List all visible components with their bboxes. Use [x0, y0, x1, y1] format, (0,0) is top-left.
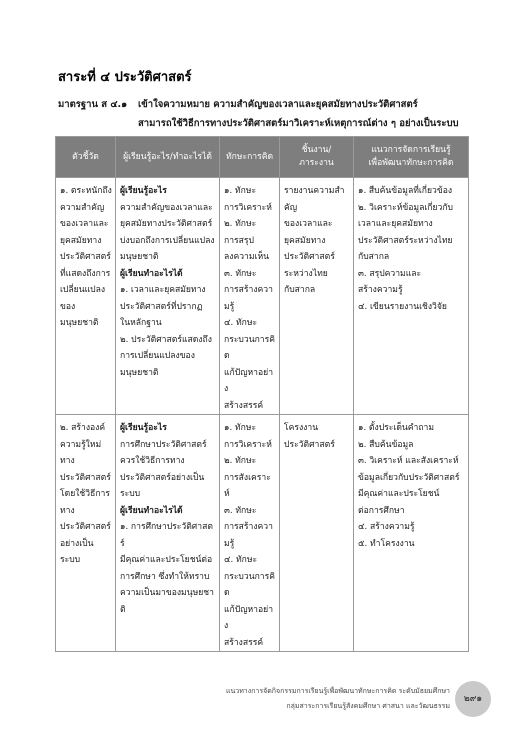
- cell-skills: ๑. ทักษะ การวิเคราะห์ ๒. ทักษะ การสังเคราะห์ ๓. ทักษะ การสร้างความรู้ ๔. ทักษะ กระบวนการคิด แก้ปัญหาอย่าง สร้างสรรค์: [220, 415, 280, 652]
- standard-line-2: สามารถใช้วิธีการทางประวัติศาสตร์มาวิเคราะห์เหตุการณ์ต่าง ๆ อย่างเป็นระบบ: [138, 118, 459, 129]
- page-footer: [200, 684, 450, 714]
- page-number: ๒๙๑: [455, 681, 491, 717]
- cell-indicator: ๒. สร้างองค์ ความรู้ใหม่ ทาง ประวัติศาสตร์ โดยใช้วิธีการ ทาง ประวัติศาสตร์ อย่างเป็น ระบบ: [56, 415, 116, 652]
- do-body: ๑. เวลาและยุคสมัยทาง ประวัติศาสตร์ที่ปรากฏ ในหลักฐาน ๒. ประวัติศาสตร์แสดงถึง การเปลี่ยนแปลงของ มนุษยชาติ: [120, 285, 212, 378]
- header-learning: ผู้เรียนรู้อะไร/ทำอะไรได้: [116, 137, 220, 178]
- learn-heading: ผู้เรียนรู้อะไร: [120, 423, 167, 433]
- table-header-row: [56, 137, 469, 178]
- cell-approach: ๑. สืบค้นข้อมูลที่เกี่ยวข้อง ๒. วิเคราะห์ข้อมูลเกี่ยวกับ เวลาและยุคสมัยทาง ประวัติศาสตร์ระหว่างไทย กับสากล ๓. สรุปความและ สร้างความรู้ ๔. เขียนรายงานเชิงวิจัย: [354, 178, 469, 415]
- header-workpiece: ชิ้นงาน/ ภาระงาน: [280, 137, 354, 178]
- table-row: [56, 415, 469, 652]
- table-row: [56, 178, 469, 415]
- learn-heading: ผู้เรียนรู้อะไร: [120, 186, 167, 196]
- do-heading: ผู้เรียนทำอะไรได้: [120, 268, 183, 279]
- footer-line-2: กลุ่มสาระการเรียนรู้สังคมศึกษา ศาสนา และวัฒนธรรม: [286, 702, 450, 710]
- do-body: ๑. การศึกษาประวัติศาสตร์ มีคุณค่าและประโยชน์ต่อ การศึกษา ซึ่งทำให้ทราบ ความเป็นมาของมนุษยชาติ: [120, 522, 214, 615]
- cell-learning: [116, 178, 220, 415]
- standard-code: มาตรฐาน ส ๔.๑: [58, 99, 128, 110]
- header-indicator: ตัวชี้วัด: [56, 137, 116, 178]
- footer-line-1: แนวทางการจัดกิจกรรมการเรียนรู้เพื่อพัฒนาทักษะการคิด ระดับมัธยมศึกษา: [225, 687, 450, 695]
- cell-workpiece: รายงานความสำคัญ ของเวลาและ ยุคสมัยทาง ประวัติศาสตร์ ระหว่างไทย กับสากล: [280, 178, 354, 415]
- cell-learning: [116, 415, 220, 652]
- cell-indicator: ๑. ตระหนักถึง ความสำคัญ ของเวลาและ ยุคสมัยทาง ประวัติศาสตร์ ที่แสดงถึงการ เปลี่ยนแปลง ของ มนุษยชาติ: [56, 178, 116, 415]
- standard-line-1: เข้าใจความหมาย ความสำคัญของเวลาและยุคสมัยทางประวัติศาสตร์: [138, 99, 418, 110]
- header-approach: แนวการจัดการเรียนรู้ เพื่อพัฒนาทักษะการคิด: [354, 137, 469, 178]
- section-heading: สาระที่ ๔ ประวัติศาสตร์: [58, 70, 192, 85]
- cell-approach: ๑. ตั้งประเด็นคำถาม ๒. สืบค้นข้อมูล ๓. วิเคราะห์ และสังเคราะห์ ข้อมูลเกี่ยวกับประวัติศาสตร์ มีคุณค่าและประโยชน์ ต่อการศึกษา ๔. สร้างความรู้ ๕. ทำโครงงาน: [354, 415, 469, 652]
- standard-statement: [58, 95, 478, 133]
- cell-skills: ๑. ทักษะ การวิเคราะห์ ๒. ทักษะ การสรุป ลงความเห็น ๓. ทักษะ การสร้างความรู้ ๔. ทักษะ กระบวนการคิด แก้ปัญหาอย่าง สร้างสรรค์: [220, 178, 280, 415]
- learn-body: ความสำคัญของเวลาและ ยุคสมัยทางประวัติศาสตร์ บ่งบอกถึงการเปลี่ยนแปลง มนุษยชาติ: [120, 202, 215, 262]
- learn-body: การศึกษาประวัติศาสตร์ ควรใช้วิธีการทาง ประวัติศาสตร์อย่างเป็น ระบบ: [120, 439, 207, 499]
- cell-workpiece: โครงงาน ประวัติศาสตร์: [280, 415, 354, 652]
- learning-table: [55, 136, 469, 652]
- header-thinking-skills: ทักษะการคิด: [220, 137, 280, 178]
- do-heading: ผู้เรียนทำอะไรได้: [120, 505, 183, 516]
